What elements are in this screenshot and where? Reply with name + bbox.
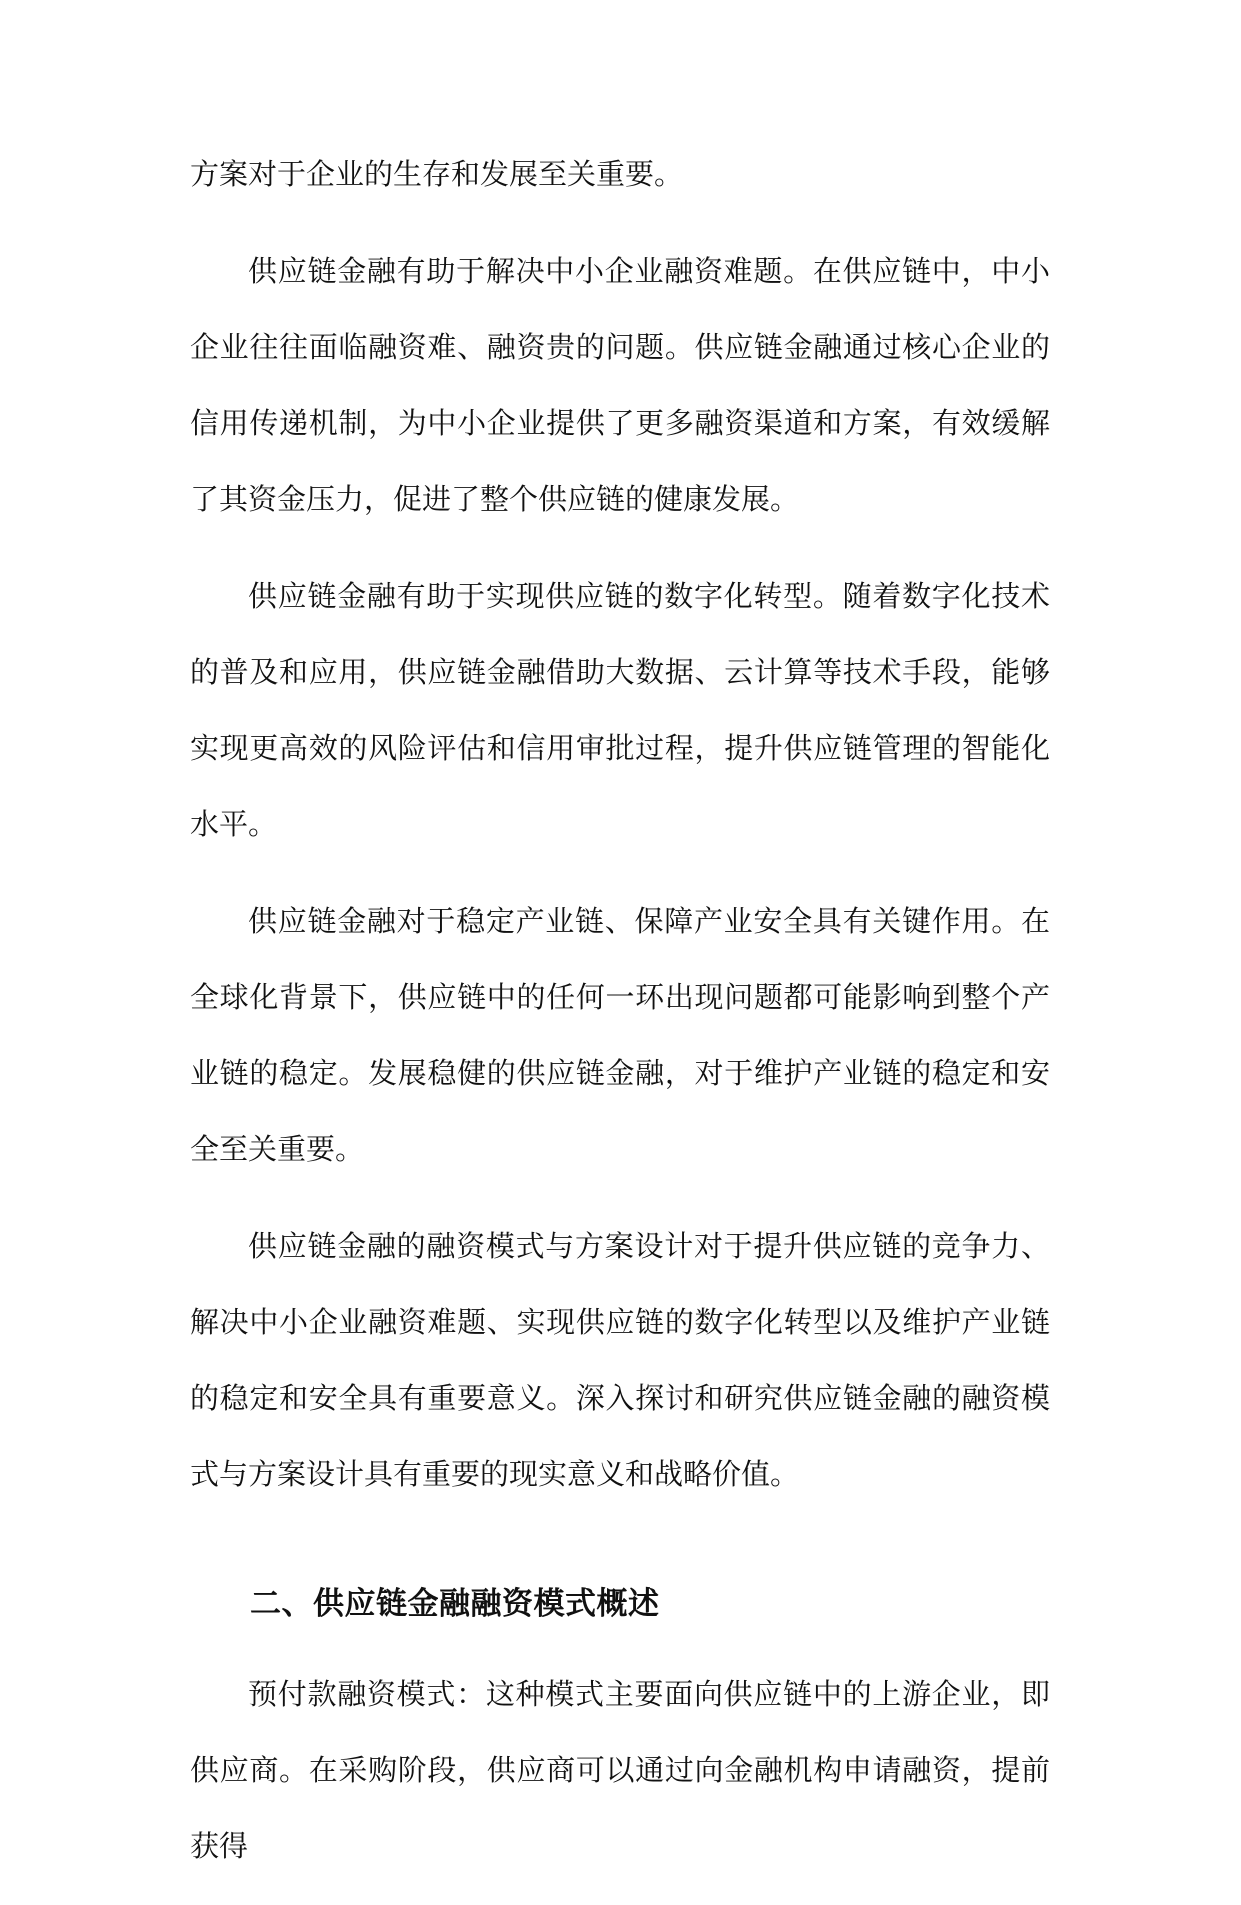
paragraph-significance: 供应链金融的融资模式与方案设计对于提升供应链的竞争力、解决中小企业融资难题、实现供应链的数字化转型以及维护产业链的稳定和安全具有重要意义。深入探讨和研究供应链金融的融资模式与方案设计具有重要的现实意义和战略价值。 <box>190 1229 1050 1491</box>
document-body <box>190 136 1050 1905</box>
paragraph-sme-financing: 供应链金融有助于解决中小企业融资难题。在供应链中，中小企业往往面临融资难、融资贵的问题。供应链金融通过核心企业的信用传递机制，为中小企业提供了更多融资渠道和方案，有效缓解了其资金压力，促进了整个供应链的健康发展。 <box>190 254 1050 516</box>
paragraph-industry-stability: 供应链金融对于稳定产业链、保障产业安全具有关键作用。在全球化背景下，供应链中的任何一环出现问题都可能影响到整个产业链的稳定。发展稳健的供应链金融，对于维护产业链的稳定和安全至关重要。 <box>190 904 1050 1166</box>
paragraph-continuation: 方案对于企业的生存和发展至关重要。 <box>190 157 684 191</box>
section-heading: 二、供应链金融融资模式概述 <box>250 1586 660 1622</box>
paragraph-prepayment-financing: 预付款融资模式：这种模式主要面向供应链中的上游企业，即供应商。在采购阶段，供应商可以通过向金融机构申请融资，提前获得 <box>190 1677 1050 1863</box>
paragraph-digital-transformation: 供应链金融有助于实现供应链的数字化转型。随着数字化技术的普及和应用，供应链金融借助大数据、云计算等技术手段，能够实现更高效的风险评估和信用审批过程，提升供应链管理的智能化水平。 <box>190 579 1050 841</box>
